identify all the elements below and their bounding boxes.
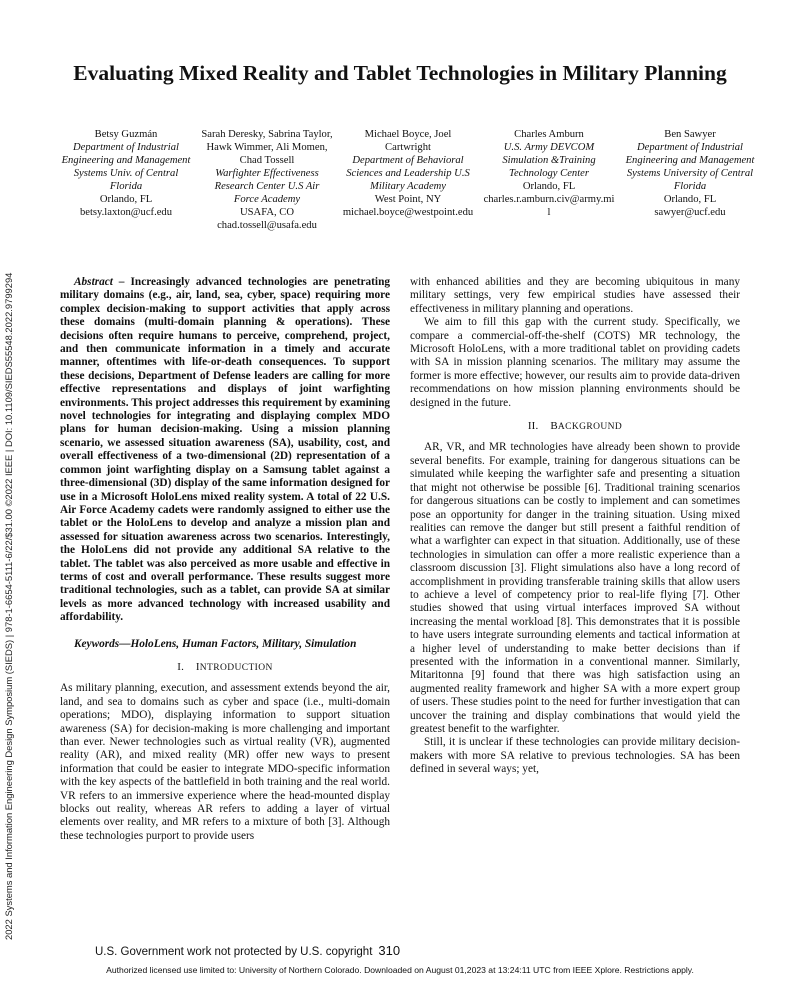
- abstract: [60, 276, 390, 625]
- left-column: [60, 276, 390, 843]
- author-email: michael.boyce@westpoint.edu: [342, 207, 474, 218]
- author-affiliation: Department of Behavioral Sciences and Leadership U.S Military Academy: [346, 155, 470, 192]
- author-email: chad.tossell@usafa.edu: [217, 220, 317, 231]
- author-location: USAFA, CO: [240, 207, 294, 218]
- author-names: Michael Boyce, Joel Cartwright: [364, 129, 452, 153]
- author-block: [60, 128, 192, 232]
- paper-title: Evaluating Mixed Reality and Tablet Technologies in Military Planning: [73, 61, 727, 85]
- author-affiliation: U.S. Army DEVCOM Simulation &Training Technology Center: [502, 142, 596, 179]
- side-identifier-text: 2022 Systems and Information Engineering Design Symposium (SIEDS) | 978-1-6654-5111-6/22/$31.00 ©2022 IEEE | DOI: 10.1109/SIEDS55548.2022.9799294: [3, 272, 14, 940]
- right-column: [410, 276, 740, 777]
- author-block: [624, 128, 756, 232]
- author-affiliation: Department of Industrial Engineering and Management Systems Univ. of Central Florida: [61, 142, 191, 192]
- intro-paragraph-2: We aim to fill this gap with the current study. Specifically, we compare a commercial-off-the-shelf (COTS) MR technology, the Microsoft HoloLens, with a more traditional tablet on providing cadets with SA in mission planning scenarios. The military may assume the former is more effective; however, our results aim to provide data-driven recommendations on how mission planning environments should be designed in the future.: [410, 316, 740, 409]
- keywords: Keywords—HoloLens, Human Factors, Military, Simulation: [74, 637, 357, 650]
- license-footer: Authorized licensed use limited to: University of Northern Colorado. Downloaded on August 01,2023 at 13:24:11 UTC from IEEE Xplore. Restrictions apply.: [106, 965, 694, 975]
- author-email: charles.r.amburn.civ@army.mil: [483, 194, 615, 218]
- author-location: Orlando, FL: [99, 194, 153, 205]
- author-list: [60, 128, 756, 232]
- section-heading-introduction: I. INTRODUCTION: [177, 660, 273, 673]
- author-email: betsy.laxton@ucf.edu: [79, 207, 173, 218]
- copyright-footer: [95, 943, 400, 958]
- author-location: Orlando, FL: [522, 181, 576, 192]
- author-names: Ben Sawyer: [664, 129, 716, 140]
- author-email: sawyer@ucf.edu: [654, 207, 726, 218]
- author-location: West Point, NY: [374, 194, 442, 205]
- copyright-notice: U.S. Government work not protected by U.S. copyright: [95, 946, 373, 958]
- intro-paragraph-continued: with enhanced abilities and they are becoming ubiquitous in many military settings, very few empirical studies have assessed their effectiveness in military planning and operations.: [410, 276, 740, 315]
- author-block: [342, 128, 474, 232]
- section-heading-background: II. BACKGROUND: [527, 420, 623, 433]
- abstract-text: Increasingly advanced technologies are penetrating military domains (e.g., air, land, sea, cyber, space) requiring more complex decision-making to support activities that apply across these domains (multi-domain planning & operations). These decisions often require humans to perceive, comprehend, project, and then communicate information in a timely and accurate manner, oftentimes with life-or-death consequences. To support these decisions, Department of Defense leaders are calling for more effective representations and displays of joint warfighting environments. This project addresses this requirement by examining novel technologies for integrating and displaying complex MDO plans for human decision-making. Using a mission planning scenario, we assessed situation awareness (SA), usability, cost, and overall effectiveness of a two-dimensional (2D) representation of a common joint warfighting display on a Samsung tablet against a three-dimensional (3D) display of the same information designed for use in a Microsoft HoloLens mixed reality system. A total of 22 U.S. Air Force Academy cadets were randomly assigned to either use the tablet or the HoloLens to develop and analyze a mission plan and assessed for situation awareness across two scenarios. Interestingly, the HoloLens did not provide any additional SA relative to the tablet. The tablet was also perceived as more usable and effective in terms of cost and overall performance. These results suggest more traditional technologies, such as a tablet, can provide SA at similar levels as more advanced technology with increased usability and affordability.: [60, 276, 390, 624]
- author-affiliation: Warfighter Effectiveness Research Center U.S Air Force Academy: [214, 168, 320, 205]
- background-paragraph-2: Still, it is unclear if these technologies can provide military decision-makers with more SA relative to previous technologies. SA has been defined in several ways; yet,: [410, 736, 740, 776]
- background-paragraph-1: AR, VR, and MR technologies have already been shown to provide several benefits. For example, training for dangerous situations can be simulated while keeping the warfighter safe and presenting a situation that might not otherwise be possible [6]. Traditional training scenarios for dangerous situations can be costly to implement and can sometimes pose an opportunity for danger in the training situation. Using mixed realities can remove the danger but still present a faithful rendition of what a warfighter can expect in that situation. Additionally, use of these technologies in simulation can offer a more realistic experience than a classroom discussion [3]. Flight simulations also have a long record of accomplishment in providing transferable training skills that allow users to achieve a level of competency prior to real-life flying [7]. Other studies showed that using virtual interfaces improved SA without increasing the mental workload [8]. This demonstrates that it is possible to have users integrate surrounding elements and tactical information at a higher level of understanding to make better decisions than if presented with the information in a conventional manner. Similarly, Mitaritonna [9] found that there was high satisfaction using an augmented reality framework and higher SA with a more expert group of users. These studies point to the need for further investigation that can uncover the training and display combinations that would yield the greatest benefit to the warfighter.: [410, 441, 740, 735]
- page-number: 310: [378, 943, 401, 958]
- intro-paragraph: As military planning, execution, and assessment extends beyond the air, land, and sea to domains such as cyber and space (i.e., multi-domain operations; MDO), displaying information to support situation awareness (SA) for decision-making is more challenging and important than ever. Newer technologies such as virtual reality (VR), augmented reality (AR), and mixed reality (MR) offer new ways to present information that could be easier to integrate MDO-specific information with the key aspects of the battlefield in both training and the real world. VR refers to an immersive experience where the head-mounted display blocks out reality, whereas AR refers to adding a layer of virtual elements over reality, and MR refers to a mixture of both [3]. Although these technologies purport to provide users: [60, 682, 390, 842]
- author-block: [201, 128, 333, 232]
- author-names: Charles Amburn: [514, 129, 584, 140]
- author-names: Betsy Guzmán: [94, 129, 158, 140]
- author-location: Orlando, FL: [663, 194, 717, 205]
- side-identifier: [3, 250, 19, 940]
- abstract-label: Abstract –: [74, 276, 125, 288]
- author-names: Sarah Deresky, Sabrina Taylor, Hawk Wimmer, Ali Momen, Chad Tossell: [201, 129, 333, 166]
- author-block: [483, 128, 615, 232]
- author-affiliation: Department of Industrial Engineering and Management Systems University of Central Florida: [625, 142, 755, 192]
